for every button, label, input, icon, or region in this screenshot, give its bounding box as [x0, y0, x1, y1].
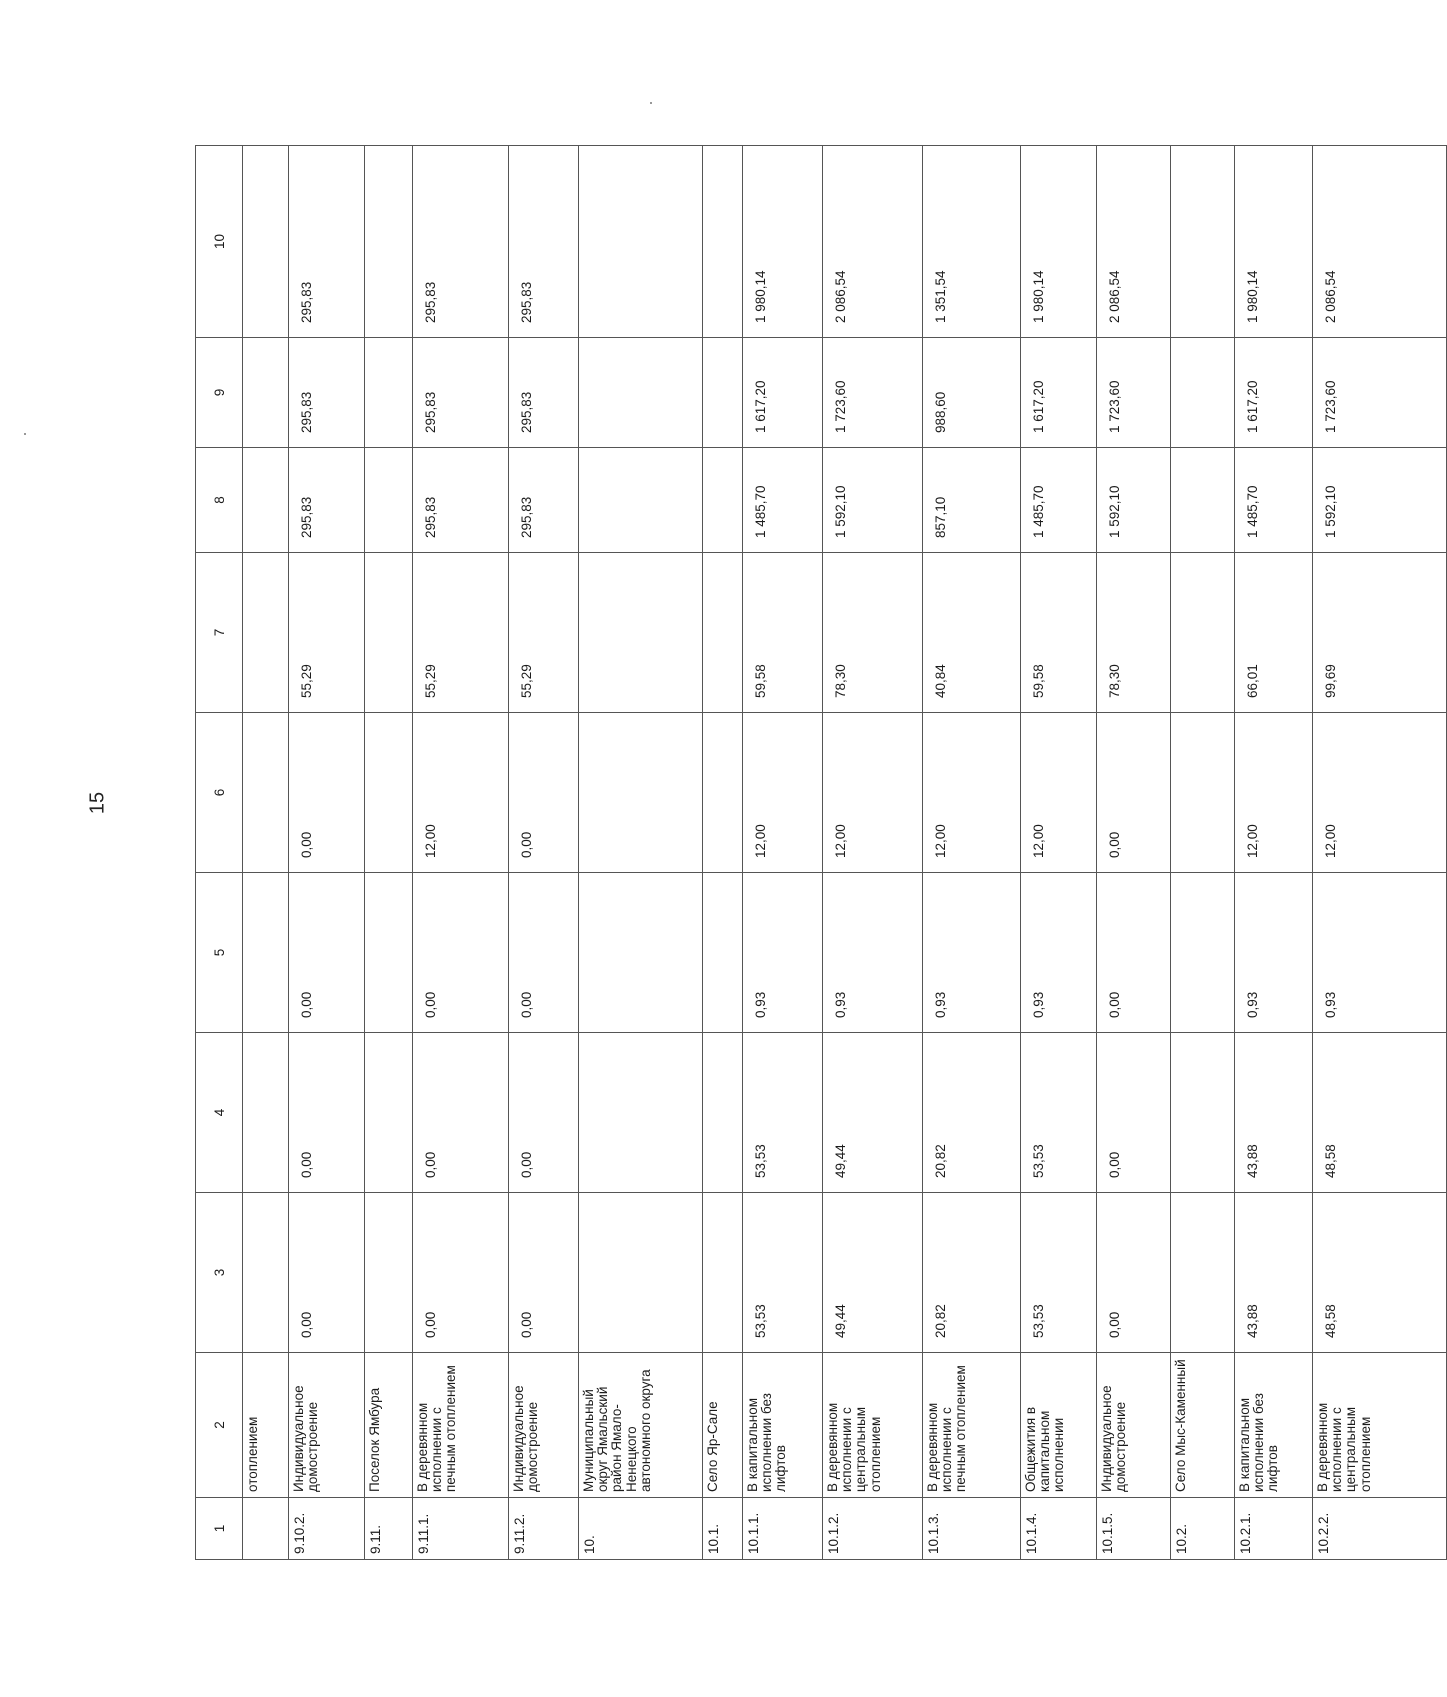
value-cell-col-6: 0,00 [1097, 713, 1171, 873]
column-header-3: 3 [196, 1193, 243, 1353]
value-cell-col-3 [243, 1193, 289, 1353]
value-cell-col-8: 1 592,10 [1097, 448, 1171, 553]
row-name-cell: Индивидуальное домостроение [509, 1353, 579, 1498]
value-cell-col-5: 0,93 [1313, 873, 1447, 1033]
row-code-cell: 10.1.5. [1097, 1498, 1171, 1560]
value-cell-col-10: 2 086,54 [823, 146, 923, 338]
value-cell-col-7 [1171, 553, 1235, 713]
table-row [923, 146, 1021, 1560]
value-cell-col-8 [243, 448, 289, 553]
value-cell-col-6 [1171, 713, 1235, 873]
value-cell-col-10: 1 351,54 [923, 146, 1021, 338]
value-cell-col-10 [365, 146, 413, 338]
value-cell-col-7: 78,30 [1097, 553, 1171, 713]
value-cell-col-10: 1 980,14 [1021, 146, 1097, 338]
table-row [743, 146, 823, 1560]
row-name-cell: Общежития в капитальном исполнении [1021, 1353, 1097, 1498]
value-cell-col-8: 295,83 [289, 448, 365, 553]
value-cell-col-9: 1 723,60 [823, 338, 923, 448]
value-cell-col-5: 0,93 [823, 873, 923, 1033]
value-cell-col-8 [703, 448, 743, 553]
value-cell-col-7: 55,29 [289, 553, 365, 713]
row-code-cell: 10.1.4. [1021, 1498, 1097, 1560]
value-cell-col-9 [1171, 338, 1235, 448]
table-row [1097, 146, 1171, 1560]
value-cell-col-3: 53,53 [1021, 1193, 1097, 1353]
value-cell-col-3: 48,58 [1313, 1193, 1447, 1353]
value-cell-col-4: 0,00 [1097, 1033, 1171, 1193]
value-cell-col-4: 20,82 [923, 1033, 1021, 1193]
value-cell-col-8 [1171, 448, 1235, 553]
column-header-4: 4 [196, 1033, 243, 1193]
value-cell-col-10 [703, 146, 743, 338]
value-cell-col-8: 1 485,70 [743, 448, 823, 553]
value-cell-col-4: 0,00 [413, 1033, 509, 1193]
row-name-cell: Село Мыс-Каменный [1171, 1353, 1235, 1498]
value-cell-col-4: 53,53 [1021, 1033, 1097, 1193]
value-cell-col-3: 0,00 [289, 1193, 365, 1353]
value-cell-col-5: 0,00 [413, 873, 509, 1033]
table-row [289, 146, 365, 1560]
value-cell-col-4: 53,53 [743, 1033, 823, 1193]
table-row [579, 146, 703, 1560]
column-header-5: 5 [196, 873, 243, 1033]
row-name-cell: Индивидуальное домостроение [289, 1353, 365, 1498]
value-cell-col-5 [365, 873, 413, 1033]
column-header-8: 8 [196, 448, 243, 553]
value-cell-col-10: 295,83 [413, 146, 509, 338]
value-cell-col-5: 0,93 [1021, 873, 1097, 1033]
rotated-table-wrapper [195, 146, 1373, 1560]
row-code-cell: 10.1.2. [823, 1498, 923, 1560]
column-header-2: 2 [196, 1353, 243, 1498]
value-cell-col-4 [243, 1033, 289, 1193]
value-cell-col-5: 0,00 [289, 873, 365, 1033]
row-name-cell: Индивидуальное домостроение [1097, 1353, 1171, 1498]
row-code-cell: 10.1.1. [743, 1498, 823, 1560]
value-cell-col-7: 55,29 [509, 553, 579, 713]
row-name-cell: В деревянном исполнении с центральным отоплением [823, 1353, 923, 1498]
value-cell-col-9 [579, 338, 703, 448]
value-cell-col-3 [579, 1193, 703, 1353]
row-name-cell: В капитальном исполнении без лифтов [1235, 1353, 1313, 1498]
table-row [509, 146, 579, 1560]
row-name-cell: Муниципальный округ Ямальский район Ямало-Ненецкого автономного округа [579, 1353, 703, 1498]
value-cell-col-10: 2 086,54 [1313, 146, 1447, 338]
table-row [823, 146, 923, 1560]
value-cell-col-3: 49,44 [823, 1193, 923, 1353]
column-header-1: 1 [196, 1498, 243, 1560]
value-cell-col-10 [579, 146, 703, 338]
row-code-cell: 10.1.3. [923, 1498, 1021, 1560]
value-cell-col-5 [579, 873, 703, 1033]
value-cell-col-7: 99,69 [1313, 553, 1447, 713]
value-cell-col-7: 78,30 [823, 553, 923, 713]
row-code-cell: 9.11.1. [413, 1498, 509, 1560]
value-cell-col-8: 295,83 [509, 448, 579, 553]
row-code-cell [243, 1498, 289, 1560]
value-cell-col-6 [365, 713, 413, 873]
value-cell-col-6: 12,00 [743, 713, 823, 873]
value-cell-col-4: 0,00 [509, 1033, 579, 1193]
table-row [1235, 146, 1313, 1560]
value-cell-col-3: 53,53 [743, 1193, 823, 1353]
value-cell-col-3: 0,00 [1097, 1193, 1171, 1353]
value-cell-col-6 [579, 713, 703, 873]
value-cell-col-7: 59,58 [1021, 553, 1097, 713]
page-number: 15 [86, 791, 109, 815]
value-cell-col-8: 1 592,10 [1313, 448, 1447, 553]
value-cell-col-9: 1 723,60 [1097, 338, 1171, 448]
value-cell-col-10 [1171, 146, 1235, 338]
row-name-cell: В деревянном исполнении с центральным отоплением [1313, 1353, 1447, 1498]
row-code-cell: 10.1. [703, 1498, 743, 1560]
row-name-cell: Поселок Ямбура [365, 1353, 413, 1498]
row-name-cell: В капитальном исполнении без лифтов [743, 1353, 823, 1498]
value-cell-col-7: 59,58 [743, 553, 823, 713]
value-cell-col-5: 0,00 [509, 873, 579, 1033]
column-header-9: 9 [196, 338, 243, 448]
value-cell-col-3: 0,00 [413, 1193, 509, 1353]
table-row [703, 146, 743, 1560]
value-cell-col-7 [703, 553, 743, 713]
value-cell-col-4: 48,58 [1313, 1033, 1447, 1193]
value-cell-col-4 [365, 1033, 413, 1193]
value-cell-col-4: 43,88 [1235, 1033, 1313, 1193]
table-row [413, 146, 509, 1560]
value-cell-col-9 [243, 338, 289, 448]
value-cell-col-10: 2 086,54 [1097, 146, 1171, 338]
value-cell-col-7 [365, 553, 413, 713]
value-cell-col-9: 1 617,20 [1235, 338, 1313, 448]
row-code-cell: 10.2.1. [1235, 1498, 1313, 1560]
value-cell-col-5 [1171, 873, 1235, 1033]
value-cell-col-3 [365, 1193, 413, 1353]
value-cell-col-6 [703, 713, 743, 873]
tariff-table [195, 145, 1447, 1560]
value-cell-col-10: 1 980,14 [743, 146, 823, 338]
value-cell-col-8 [365, 448, 413, 553]
row-code-cell: 9.11.2. [509, 1498, 579, 1560]
value-cell-col-8: 1 485,70 [1021, 448, 1097, 553]
value-cell-col-7 [243, 553, 289, 713]
value-cell-col-9: 1 617,20 [743, 338, 823, 448]
table-row [243, 146, 289, 1560]
column-header-7: 7 [196, 553, 243, 713]
row-name-cell: В деревянном исполнении с печным отоплением [923, 1353, 1021, 1498]
value-cell-col-7: 66,01 [1235, 553, 1313, 713]
value-cell-col-6: 12,00 [1313, 713, 1447, 873]
value-cell-col-5: 0,93 [743, 873, 823, 1033]
value-cell-col-9: 1 617,20 [1021, 338, 1097, 448]
value-cell-col-4 [703, 1033, 743, 1193]
value-cell-col-3: 20,82 [923, 1193, 1021, 1353]
value-cell-col-6: 12,00 [1021, 713, 1097, 873]
table-row [1171, 146, 1235, 1560]
value-cell-col-4 [579, 1033, 703, 1193]
value-cell-col-3 [703, 1193, 743, 1353]
value-cell-col-8 [579, 448, 703, 553]
value-cell-col-4: 49,44 [823, 1033, 923, 1193]
row-code-cell: 10.2. [1171, 1498, 1235, 1560]
value-cell-col-7 [579, 553, 703, 713]
value-cell-col-10 [243, 146, 289, 338]
table-row [365, 146, 413, 1560]
scan-speck [24, 433, 26, 435]
value-cell-col-10: 295,83 [509, 146, 579, 338]
scan-speck [650, 102, 652, 104]
value-cell-col-6 [243, 713, 289, 873]
value-cell-col-6: 12,00 [823, 713, 923, 873]
table-body [243, 146, 1447, 1560]
value-cell-col-6: 12,00 [1235, 713, 1313, 873]
value-cell-col-3 [1171, 1193, 1235, 1353]
column-header-10: 10 [196, 146, 243, 338]
value-cell-col-5: 0,00 [1097, 873, 1171, 1033]
value-cell-col-5 [703, 873, 743, 1033]
value-cell-col-10: 1 980,14 [1235, 146, 1313, 338]
header-row [196, 146, 243, 1560]
value-cell-col-9: 1 723,60 [1313, 338, 1447, 448]
value-cell-col-5 [243, 873, 289, 1033]
row-code-cell: 10.2.2. [1313, 1498, 1447, 1560]
value-cell-col-5: 0,93 [923, 873, 1021, 1033]
value-cell-col-7: 40,84 [923, 553, 1021, 713]
row-name-cell: отоплением [243, 1353, 289, 1498]
table-row [1021, 146, 1097, 1560]
value-cell-col-8: 1 485,70 [1235, 448, 1313, 553]
value-cell-col-10: 295,83 [289, 146, 365, 338]
table-row [1313, 146, 1447, 1560]
value-cell-col-6: 0,00 [509, 713, 579, 873]
value-cell-col-8: 1 592,10 [823, 448, 923, 553]
row-code-cell: 9.11. [365, 1498, 413, 1560]
value-cell-col-9 [365, 338, 413, 448]
value-cell-col-5: 0,93 [1235, 873, 1313, 1033]
value-cell-col-9 [703, 338, 743, 448]
value-cell-col-9: 295,83 [289, 338, 365, 448]
column-header-6: 6 [196, 713, 243, 873]
row-code-cell: 10. [579, 1498, 703, 1560]
value-cell-col-8: 857,10 [923, 448, 1021, 553]
value-cell-col-9: 988,60 [923, 338, 1021, 448]
value-cell-col-9: 295,83 [509, 338, 579, 448]
value-cell-col-6: 12,00 [413, 713, 509, 873]
value-cell-col-4: 0,00 [289, 1033, 365, 1193]
row-name-cell: Село Яр-Сале [703, 1353, 743, 1498]
row-code-cell: 9.10.2. [289, 1498, 365, 1560]
value-cell-col-6: 12,00 [923, 713, 1021, 873]
value-cell-col-7: 55,29 [413, 553, 509, 713]
value-cell-col-8: 295,83 [413, 448, 509, 553]
value-cell-col-6: 0,00 [289, 713, 365, 873]
value-cell-col-9: 295,83 [413, 338, 509, 448]
value-cell-col-4 [1171, 1033, 1235, 1193]
value-cell-col-3: 43,88 [1235, 1193, 1313, 1353]
row-name-cell: В деревянном исполнении с печным отоплением [413, 1353, 509, 1498]
value-cell-col-3: 0,00 [509, 1193, 579, 1353]
